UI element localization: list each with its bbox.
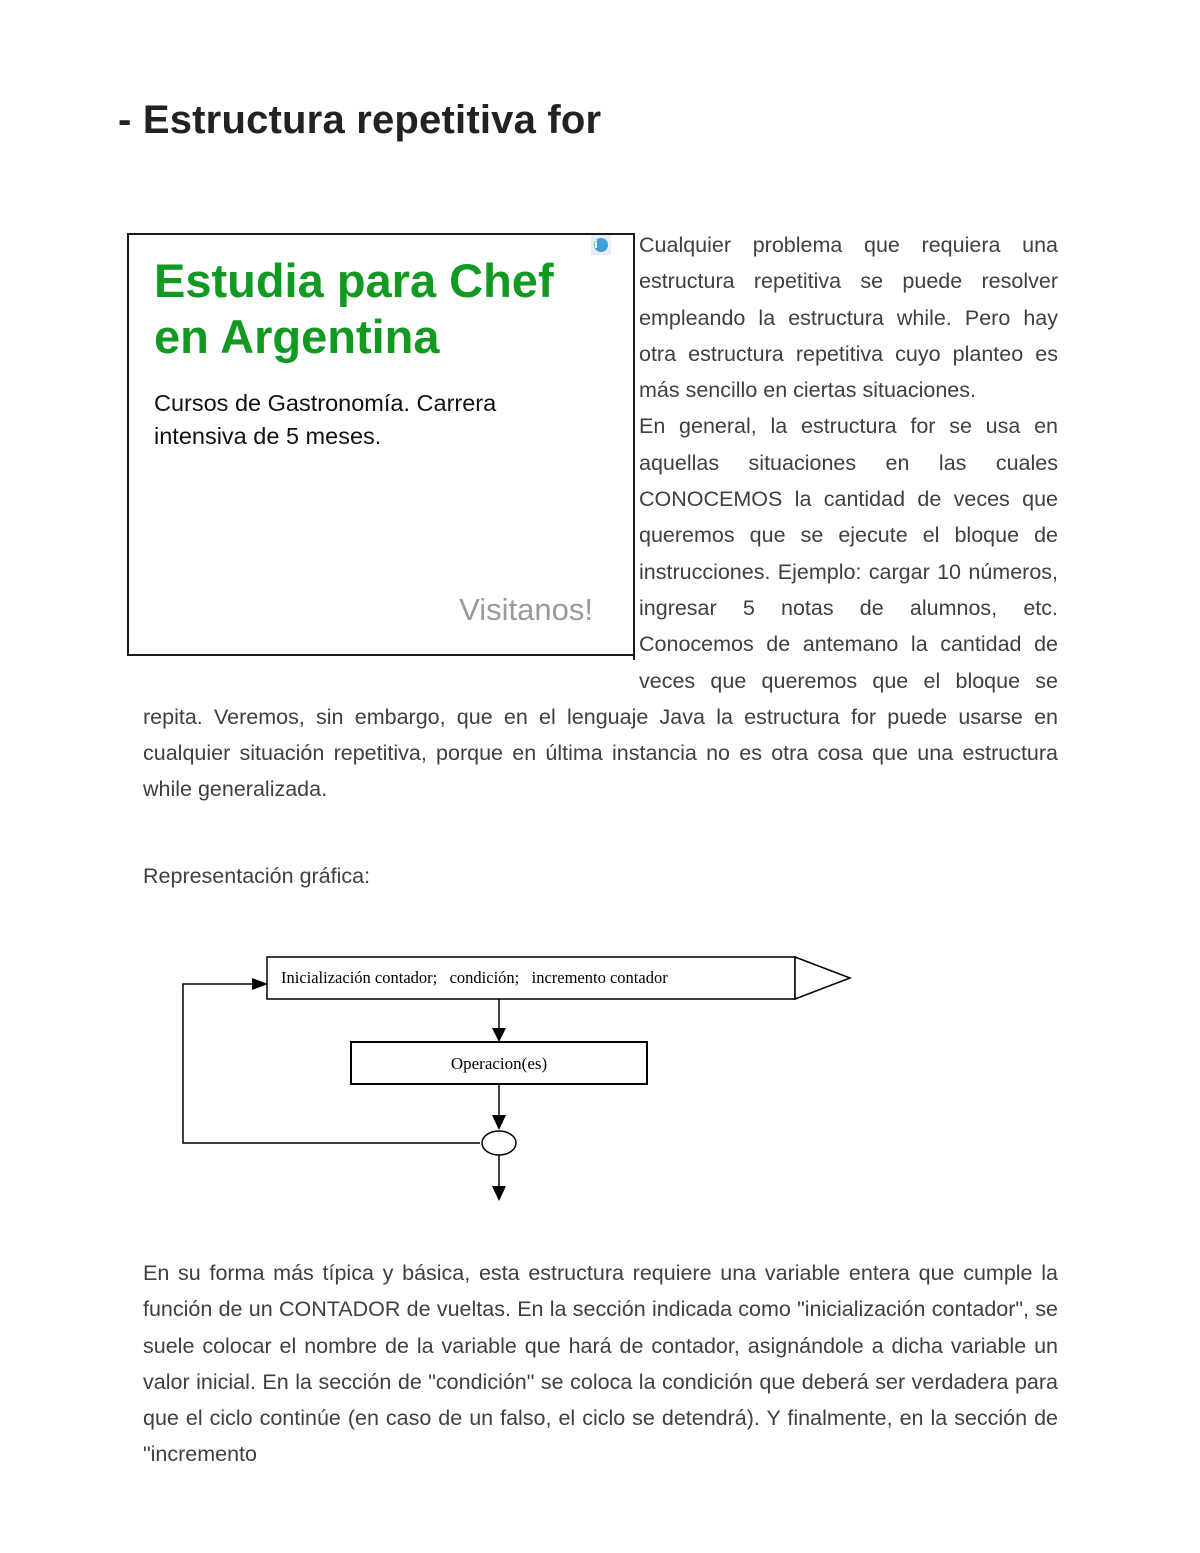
page-title: - Estructura repetitiva for <box>118 98 602 142</box>
header-label: Inicialización contador; condición; incremento contador <box>281 968 668 987</box>
operation-label: Operacion(es) <box>450 1054 548 1073</box>
diagram-label: Representación gráfica: <box>143 864 371 888</box>
ad-description: Cursos de Gastronomía. Carrera intensiva de 5 meses. <box>154 390 497 449</box>
paragraph-1b: En general, la estructura for se usa en aquellas situaciones en las cuales CONOCEMOS la cantidad de veces que queremos que se ejecute el bloque de instrucciones. Ejemplo: cargar 10 números, ingresar 5 notas de alumnos, etc. Conocemos de antemano la cantidad de veces que queremos que el bloque se repita. Veremos, sin embargo, que en el lenguaje Java la estructura for puede usarse en cualquier situación repetitiva, porque en última instancia no es otra cosa que una estructura while generalizada. <box>143 414 1058 802</box>
header-exit-arrow <box>795 957 850 999</box>
arrow-to-operation-head <box>492 1028 506 1042</box>
ad-headline[interactable]: Estudia para Chef en Argentina <box>154 254 554 363</box>
paragraph-2: En su forma más típica y básica, esta estructura requiere una variable entera que cumple la función de un CONTADOR de vueltas. En la sección indicada como "inicialización contador", se suele colocar el nombre de la variable que hará de contador, asignándole a dicha variable un valor inicial. En la sección de "condición" se coloca la condición que deberá ser verdadera para que el ciclo continúe (en caso de un falso, el ciclo se detendrá). Y finalmente, en la sección de "incremento <box>143 1261 1058 1467</box>
loop-back-arrowhead <box>252 978 268 990</box>
intro-text-block <box>143 227 1058 808</box>
paragraph-1a: Cualquier problema que requiera una estructura repetitiva se puede resolver empleando la estructura while. Pero hay otra estructura repetitiva cuyo planteo es más sencillo en ciertas situaciones. <box>639 233 1058 403</box>
exit-arrowhead <box>492 1186 506 1201</box>
for-loop-diagram <box>170 940 870 1210</box>
ad-cta-link[interactable]: Visitanos! <box>459 592 593 627</box>
connector-node <box>482 1131 516 1155</box>
arrow-to-connector-head <box>492 1115 506 1130</box>
advertisement-box[interactable] <box>127 233 635 656</box>
ad-choices-button[interactable] <box>591 235 611 255</box>
info-icon: i <box>594 238 608 252</box>
ad-border-line <box>633 255 635 660</box>
